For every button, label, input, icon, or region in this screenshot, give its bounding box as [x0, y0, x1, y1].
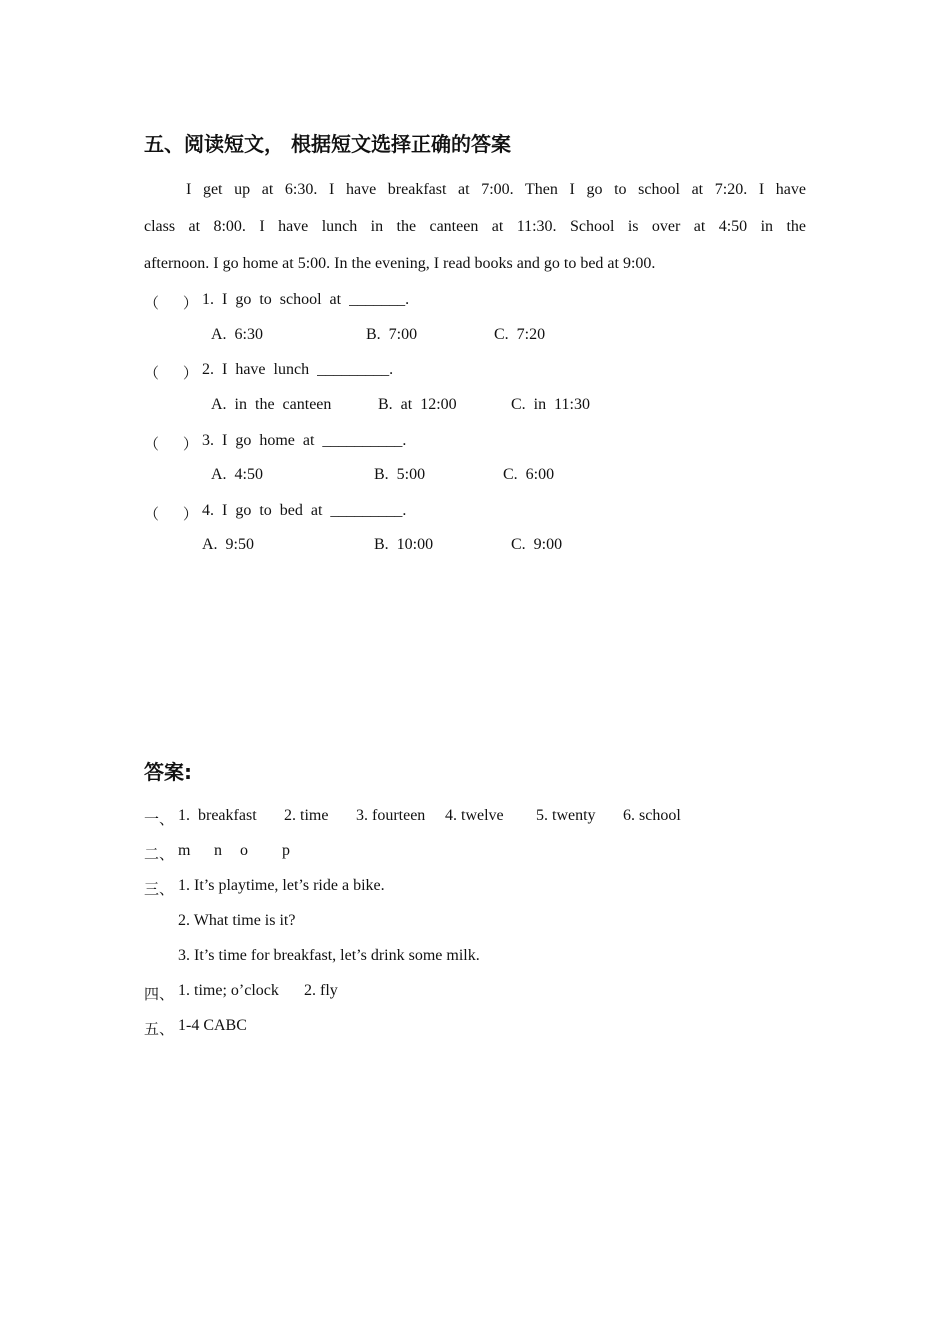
- answers-part-2-label: 二、: [144, 845, 175, 863]
- answers-part-3-item: 2. What time is it?: [178, 912, 296, 929]
- answers-part-1-item: 3. fourteen: [356, 807, 426, 824]
- passage-line-2: class at 8:00. I have lunch in the canteen at 11:30. School is over at 4:50 in the: [144, 218, 806, 235]
- answers-part-4-label: 四、: [144, 985, 175, 1003]
- answers-part-1-label: 一、: [144, 810, 175, 828]
- question-4-option-b[interactable]: B. 10:00: [374, 536, 434, 553]
- answers-part-4-item: 1. time; o’clock: [178, 982, 279, 999]
- answers-part-1-item: 5. twenty: [536, 807, 596, 824]
- answers-part-1-item: 6. school: [623, 807, 681, 824]
- answer-blank[interactable]: （ ）: [144, 364, 198, 382]
- question-3-option-a[interactable]: A. 4:50: [211, 466, 263, 483]
- question-1-stem: 1. I go to school at _______.: [202, 291, 410, 308]
- answers-part-1-item: 1. breakfast: [178, 807, 257, 824]
- answers-part-3-label: 三、: [144, 880, 175, 898]
- answers-part-2-item: p: [282, 842, 290, 859]
- passage-line-1: I get up at 6:30. I have breakfast at 7:00. Then I go to school at 7:20. I have: [186, 181, 806, 198]
- question-1-option-c[interactable]: C. 7:20: [494, 326, 546, 343]
- question-2-option-a[interactable]: A. in the canteen: [211, 396, 332, 413]
- answers-part-2-item: m: [178, 842, 191, 859]
- answers-part-3-item: 3. It’s time for breakfast, let’s drink some milk.: [178, 947, 480, 964]
- section-heading: 五、阅读短文， 根据短文选择正确的答案: [144, 132, 511, 156]
- answer-blank[interactable]: （ ）: [144, 435, 198, 453]
- answers-heading: 答案:: [144, 760, 192, 784]
- question-4-option-c[interactable]: C. 9:00: [511, 536, 563, 553]
- question-1-option-b[interactable]: B. 7:00: [366, 326, 418, 343]
- question-3-option-c[interactable]: C. 6:00: [503, 466, 555, 483]
- answers-part-1-item: 4. twelve: [445, 807, 504, 824]
- answer-blank[interactable]: （ ）: [144, 505, 198, 523]
- question-3-option-b[interactable]: B. 5:00: [374, 466, 426, 483]
- question-2-option-b[interactable]: B. at 12:00: [378, 396, 457, 413]
- question-2-option-c[interactable]: C. in 11:30: [511, 396, 590, 413]
- answers-part-2-item: o: [240, 842, 248, 859]
- question-2-stem: 2. I have lunch _________.: [202, 361, 394, 378]
- answers-part-3-item: 1. It’s playtime, let’s ride a bike.: [178, 877, 385, 894]
- answers-part-5-text: 1-4 CABC: [178, 1017, 247, 1034]
- answers-part-2-item: n: [214, 842, 222, 859]
- answers-part-4-item: 2. fly: [304, 982, 338, 999]
- question-1-option-a[interactable]: A. 6:30: [211, 326, 263, 343]
- question-4-stem: 4. I go to bed at _________.: [202, 502, 407, 519]
- passage-line-3: afternoon. I go home at 5:00. In the evening, I read books and go to bed at 9:00.: [144, 255, 656, 272]
- answer-blank[interactable]: （ ）: [144, 294, 198, 312]
- question-4-option-a[interactable]: A. 9:50: [202, 536, 254, 553]
- answers-part-5-label: 五、: [144, 1020, 175, 1038]
- question-3-stem: 3. I go home at __________.: [202, 432, 407, 449]
- answers-part-1-item: 2. time: [284, 807, 329, 824]
